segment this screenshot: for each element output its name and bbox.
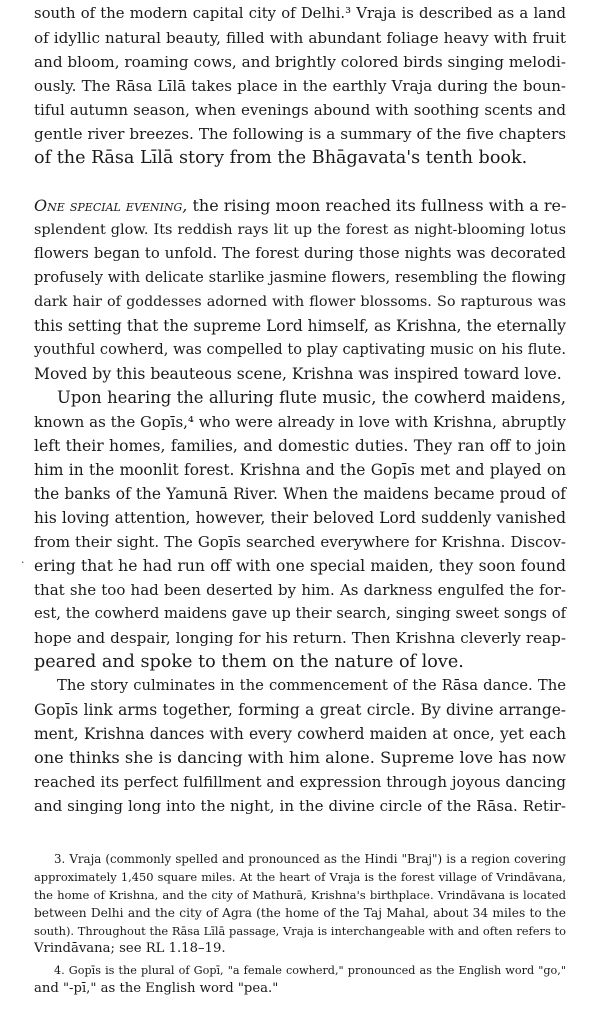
text-line: from their sight. The Gopīs searched everywhere for Krishna. Discov- [34,533,566,551]
text-line: gentle river breezes. The following is a summary of the five chapters [34,125,566,143]
text-line: splendent glow. Its reddish rays lit up the forest as night-blooming lotus [34,222,566,238]
text-line: him in the moonlit forest. Krishna and the Gopīs met and played on [34,461,566,479]
text-line: flowers began to unfold. The forest during those nights was decorated [34,245,566,262]
text-line: his loving attention, however, their beloved Lord suddenly vanished [34,509,566,527]
text-line: and singing long into the night, in the divine circle of the Rāsa. Retir- [34,797,566,815]
footnote-line: Vrindāvana; see RL 1.18–19. [34,941,226,956]
section-lead-in: One special evening, [34,196,188,215]
text-line: that she too had been deserted by him. As darkness engulfed the for- [34,581,566,599]
text-line: peared and spoke to them on the nature of love. [34,652,464,672]
text-line: the banks of the Yamunā River. When the maidens became proud of [34,485,566,503]
text-line: left their homes, families, and domestic duties. They ran off to join [34,437,566,455]
text-line: south of the modern capital city of Delhi.³ Vraja is described as a land [34,5,566,22]
text-line [34,194,566,218]
text-line: est, the cowherd maidens gave up their search, singing sweet songs of [34,605,567,622]
text-line: hope and despair, longing for his return. Then Krishna cleverly reap- [34,629,566,647]
footnote-line: between Delhi and the city of Agra (the home of the Taj Mahal, about 34 miles to the [34,906,566,920]
text-line: youthful cowherd, was compelled to play captivating music on his flute. [34,341,566,358]
text-line-rest: the rising moon reached its fullness with a re- [187,196,567,215]
text-line: dark hair of goddesses adorned with flower blossoms. So rapturous was [34,294,566,310]
text-line: of the Rāsa Līlā story from the Bhāgavata's tenth book. [34,148,528,168]
text-line: one thinks she is dancing with him alone. Supreme love has now [34,748,566,767]
text-line: Gopīs link arms together, forming a great circle. By divine arrange- [34,701,566,719]
footnote-line: 3. Vraja (commonly spelled and pronounced as the Hindi "Braj") is a region covering [54,852,566,866]
footnote-line: 4. Gopīs is the plural of Gopī, "a female cowherd," pronounced as the English word "go," [54,964,566,977]
text-line: ering that he had run off with one special maiden, they soon found [34,557,566,575]
text-line: this setting that the supreme Lord himself, as Krishna, the eternally [34,317,566,335]
text-line: ment, Krishna dances with every cowherd maiden at once, yet each [34,725,566,743]
footnote-line: the home of Krishna, and the city of Mathurā, Krishna's birthplace. Vrindāvana is located [34,888,566,902]
text-line: Upon hearing the alluring flute music, the cowherd maidens, [57,388,566,407]
text-line: known as the Gopīs,⁴ who were already in love with Krishna, abruptly [34,413,566,431]
text-line: tiful autumn season, when evenings abound with soothing scents and [34,101,566,119]
footnote-line: approximately 1,450 square miles. At the heart of Vraja is the forest village of Vrindāvana, [34,870,566,884]
text-line: ously. The Rāsa Līlā takes place in the earthly Vraja during the boun- [34,77,566,95]
text-line: profusely with delicate starlike jasmine flowers, resembling the flowing [34,269,566,286]
text-line: reached its perfect fulfillment and expression through joyous dancing [34,773,566,791]
footnote-line: and "-pī," as the English word "pea." [34,981,279,996]
footnote-line: south). Throughout the Rāsa Līlā passage, Vraja is interchangeable with and often refers to [34,924,566,938]
text-line: Moved by this beauteous scene, Krishna was inspired toward love. [34,365,562,383]
text-line: of idyllic natural beauty, filled with abundant foliage heavy with fruit [34,29,566,47]
text-line: The story culminates in the commencement of the Rāsa dance. The [57,677,566,694]
scan-speck: · [21,556,25,569]
text-line: and bloom, roaming cows, and brightly colored birds singing melodi- [34,53,566,71]
